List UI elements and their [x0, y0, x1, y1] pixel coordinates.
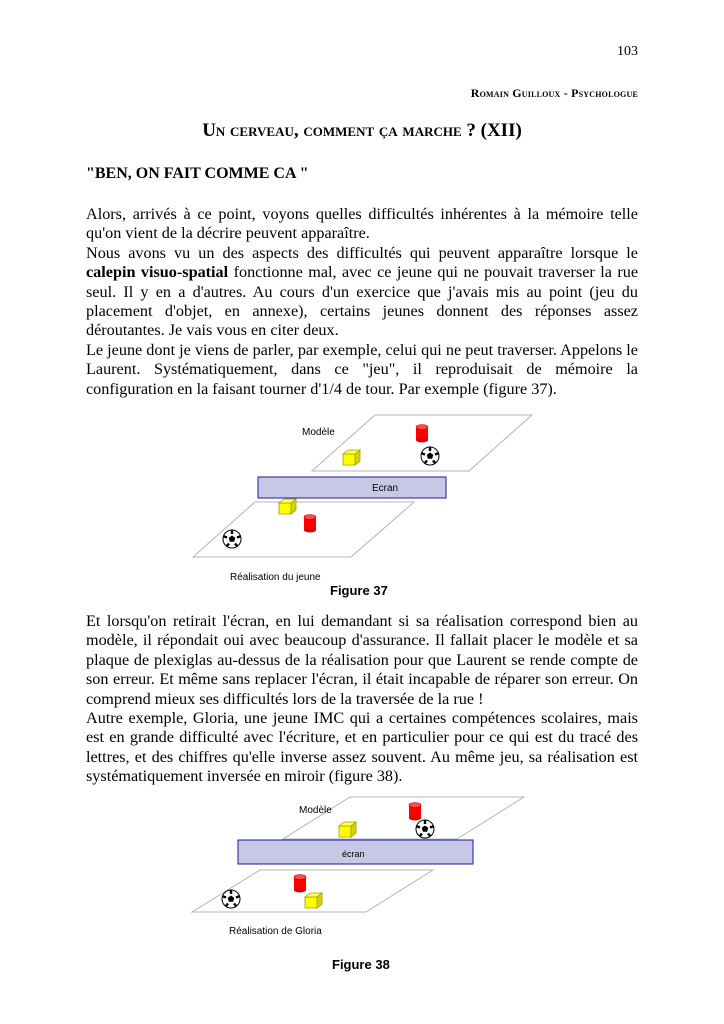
cylinder-shape [294, 875, 306, 893]
paragraph: Alors, arrivés à ce point, voyons quelles difficultés inhérentes à la mémoire telle qu'on vient de la décrire peuvent apparaître. [86, 205, 638, 243]
ball-shape [416, 820, 434, 838]
model-label: Modèle [302, 427, 335, 438]
figure-38 [192, 797, 524, 937]
figure-37 [193, 415, 532, 583]
cube-shape [305, 893, 322, 908]
model-plane [283, 797, 524, 839]
ball-shape [222, 890, 240, 908]
running-header: Romain Guilloux - Psychologue [470, 86, 638, 100]
result-label: Réalisation du jeune [230, 572, 321, 583]
paragraph-text: Nous avons vu un des aspects des difficultés qui peuvent apparaître lorsque le [86, 243, 638, 262]
paragraph: Et lorsqu'on retirait l'écran, en lui demandant si sa réalisation correspond bien au modèle, il répondait oui avec beaucoup d'assurance. Il fallait placer le modèle et sa plaque de plexiglas au-dessus de la réalisation pour que Laurent se rende compte de son erreur. Et même sans replacer l'écran, il était incapable de réparer son erreur. On comprend mieux ses difficultés lors de la traversée de la rue ! [86, 612, 638, 708]
paragraph: Le jeune dont je viens de parler, par exemple, celui qui ne peut traverser. Appelons le Laurent. Systématiquement, dans ce "jeu", il reproduisait de mémoire la configuration en la faisant tourner d'1/4 de tour. Par exemple (figure 37). [86, 340, 638, 398]
model-label: Modèle [299, 805, 332, 816]
screen-label: écran [342, 849, 365, 859]
screen-label: Ecran [372, 483, 399, 494]
cylinder-shape [416, 425, 428, 443]
cylinder-shape [409, 803, 421, 821]
cube-shape [339, 822, 356, 837]
paragraph: Autre exemple, Gloria, une jeune IMC qui a certaines compétences scolaires, mais est en grande difficulté avec l'écriture, et en particulier pour ce qui est du tracé des lettres, et des chiffres qu'elle inverse assez souvent. Au même jeu, sa réalisation est systématiquement inversée en miroir (figure 38). [86, 709, 638, 786]
result-label: Réalisation de Gloria [229, 926, 322, 937]
text-block-followup [86, 612, 638, 787]
section-title: "BEN, ON FAIT COMME CA " [86, 165, 309, 182]
screen-panel [258, 477, 446, 498]
paragraph-text: fonctionne mal, avec ce jeune qui ne pouvait traverser la rue seul. Il y en a d'autres. Au cours d'un exercice que j'avais mis au point (jeu du placement d'objet, en annexe), certains jeunes donnent des réponses assez déroutantes. Je vais vous en citer deux. [86, 263, 638, 340]
cylinder-shape [304, 515, 316, 533]
bold-term: calepin visuo-spatial [86, 263, 229, 282]
figure-38-caption: Figure 38 [332, 957, 390, 972]
ball-shape [421, 447, 439, 465]
cube-shape [343, 450, 360, 465]
cube-shape [279, 499, 296, 514]
result-plane [193, 502, 414, 557]
figure-37-caption: Figure 37 [330, 583, 388, 598]
chapter-title: Un cerveau, comment ça marche ? (XII) [202, 120, 522, 141]
page-number: 103 [617, 44, 638, 59]
ball-shape [223, 530, 241, 548]
